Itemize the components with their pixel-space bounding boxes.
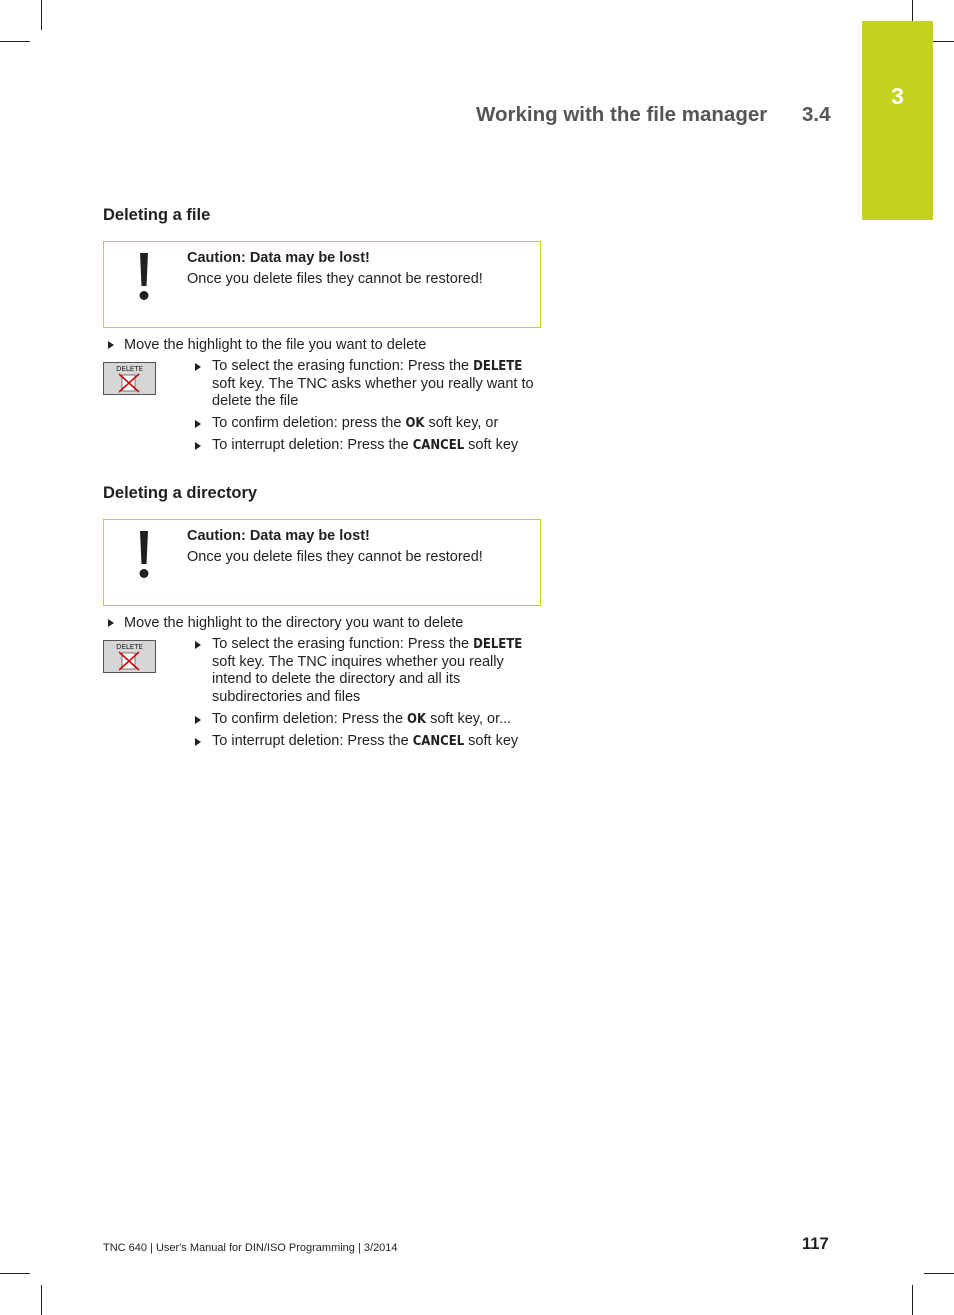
page-number: 117 (802, 1235, 829, 1253)
delete-softkey (103, 362, 156, 395)
section-number: 3.4 (802, 103, 831, 126)
bullet-arrow-icon (108, 341, 114, 349)
caution-title: Caution: Data may be lost! (187, 250, 370, 266)
crop-mark (924, 1273, 954, 1274)
softkey-label: DELETE (116, 643, 143, 651)
chapter-tab (862, 21, 933, 220)
exclamation-icon (138, 531, 150, 579)
bullet-arrow-icon (195, 442, 201, 450)
sub-step: To interrupt deletion: Press the CANCEL soft key (212, 437, 519, 453)
exclamation-icon (138, 253, 150, 301)
section-heading: Deleting a file (103, 206, 211, 224)
footer-text: TNC 640 | User's Manual for DIN/ISO Programming | 3/2014 (103, 1242, 398, 1254)
delete-file-icon (119, 373, 141, 393)
crop-mark (912, 1285, 913, 1315)
sub-step: To interrupt deletion: Press the CANCEL soft key (212, 733, 519, 749)
caution-text: Once you delete files they cannot be restored! (187, 549, 483, 565)
caution-text: Once you delete files they cannot be restored! (187, 271, 483, 287)
sub-step: To select the erasing function: Press the DELETE soft key. The TNC inquires whether you really intend to delete the directory and all its subdirectories and files (212, 636, 523, 705)
bullet-arrow-icon (195, 363, 201, 371)
bullet-arrow-icon (195, 738, 201, 746)
bullet-arrow-icon (195, 420, 201, 428)
main-step: Move the highlight to the directory you want to delete (124, 615, 464, 631)
crop-mark (0, 1273, 30, 1274)
section-title: Working with the file manager (476, 103, 768, 126)
delete-softkey (103, 640, 156, 673)
bullet-arrow-icon (195, 641, 201, 649)
sub-step: To confirm deletion: Press the OK soft key, or... (212, 711, 512, 727)
softkey-label: DELETE (116, 365, 143, 373)
caution-title: Caution: Data may be lost! (187, 528, 370, 544)
sub-step: To select the erasing function: Press the DELETE soft key. The TNC asks whether you really want to delete the file (212, 358, 534, 409)
caution-box (103, 519, 541, 606)
section-heading: Deleting a directory (103, 484, 258, 502)
chapter-number: 3 (891, 83, 904, 109)
bullet-arrow-icon (108, 619, 114, 627)
delete-file-icon (119, 651, 141, 671)
crop-mark (41, 1285, 42, 1315)
main-step: Move the highlight to the file you want to delete (124, 337, 427, 353)
crop-mark (0, 41, 30, 42)
crop-mark (41, 0, 42, 30)
sub-step: To confirm deletion: press the OK soft key, or (212, 415, 499, 431)
caution-box (103, 241, 541, 328)
bullet-arrow-icon (195, 716, 201, 724)
